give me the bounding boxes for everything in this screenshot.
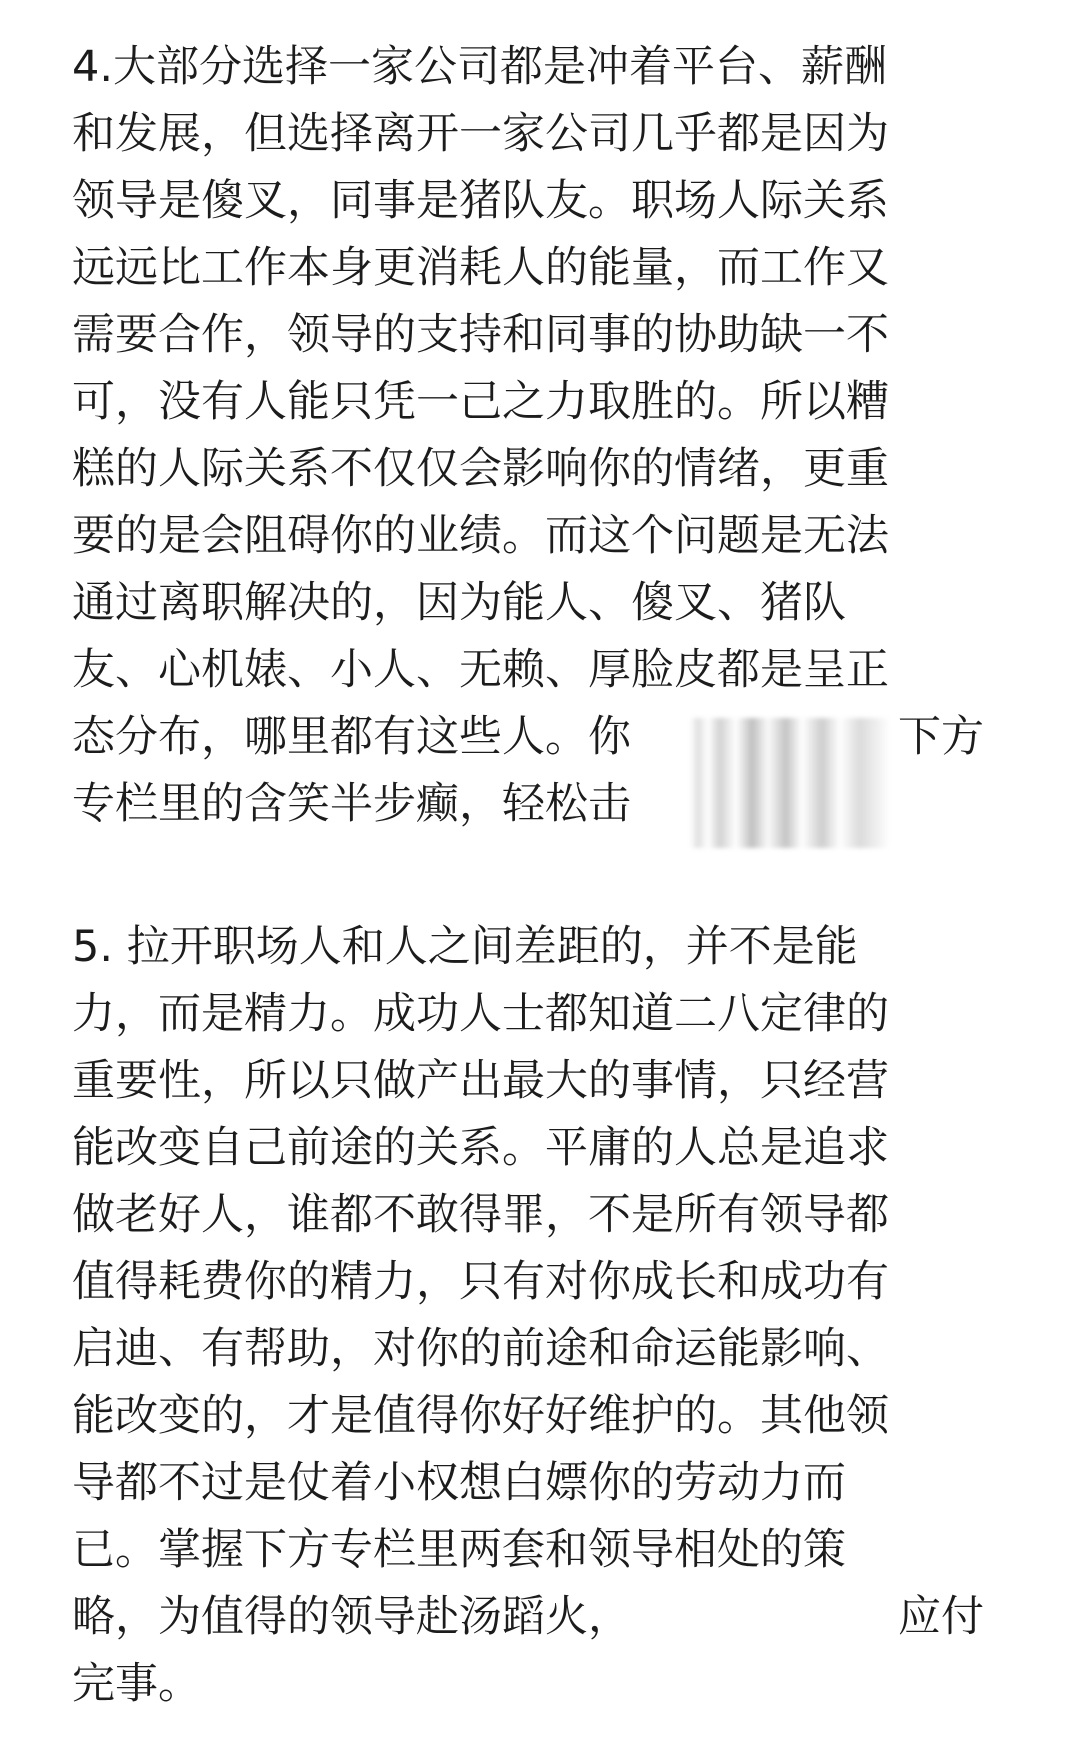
text-line: 领导是傻叉，同事是猪队友。职场人际关系: [72, 176, 889, 226]
text-line: 略，为值得的领导赴汤蹈火，: [72, 1592, 631, 1642]
text-line: 力，而是精力。成功人士都知道二八定律的: [72, 989, 889, 1039]
text-line: 完事。: [72, 1659, 201, 1709]
text-line: 态分布，哪里都有这些人。你: [72, 712, 631, 762]
text-line: 导都不过是仗着小权想白嫖你的劳动力而: [72, 1458, 846, 1508]
text-line: 糕的人际关系不仅仅会影响你的情绪，更重: [72, 444, 889, 494]
text-line: 4.大部分选择一家公司都是冲着平台、薪酬: [72, 42, 888, 92]
text-line: 重要性，所以只做产出最大的事情，只经营: [72, 1056, 889, 1106]
text-line: 可，没有人能只凭一己之力取胜的。所以糟: [72, 377, 889, 427]
text-line: 能改变的，才是值得你好好维护的。其他领: [72, 1391, 889, 1441]
text-line: 远远比工作本身更消耗人的能量，而工作又: [72, 243, 889, 293]
text-line: 启迪、有帮助，对你的前途和命运能影响、: [72, 1324, 889, 1374]
text-line: 通过离职解决的，因为能人、傻叉、猪队: [72, 578, 846, 628]
text-line: 专栏里的含笑半步癫，轻松击: [72, 779, 631, 829]
text-line: 值得耗费你的精力，只有对你成长和成功有: [72, 1257, 889, 1307]
text-line: 和发展，但选择离开一家公司几乎都是因为: [72, 109, 889, 159]
text-line: 友、心机婊、小人、无赖、厚脸皮都是呈正: [72, 645, 889, 695]
text-line: 需要合作，领导的支持和同事的协助缺一不: [72, 310, 889, 360]
redaction-blur: [690, 718, 890, 848]
text-line: 已。掌握下方专栏里两套和领导相处的策: [72, 1525, 846, 1575]
text-line: 5. 拉开职场人和人之间差距的，并不是能: [72, 922, 858, 972]
text-line: 要的是会阻碍你的业绩。而这个问题是无法: [72, 511, 889, 561]
redaction-blur: [675, 1600, 880, 1670]
text-line: 能改变自己前途的关系。平庸的人总是追求: [72, 1123, 889, 1173]
text-line: 做老好人，谁都不敢得罪，不是所有领导都: [72, 1190, 889, 1240]
text-line-tail: 下方: [898, 712, 984, 762]
text-line-tail: 应付: [898, 1592, 984, 1642]
